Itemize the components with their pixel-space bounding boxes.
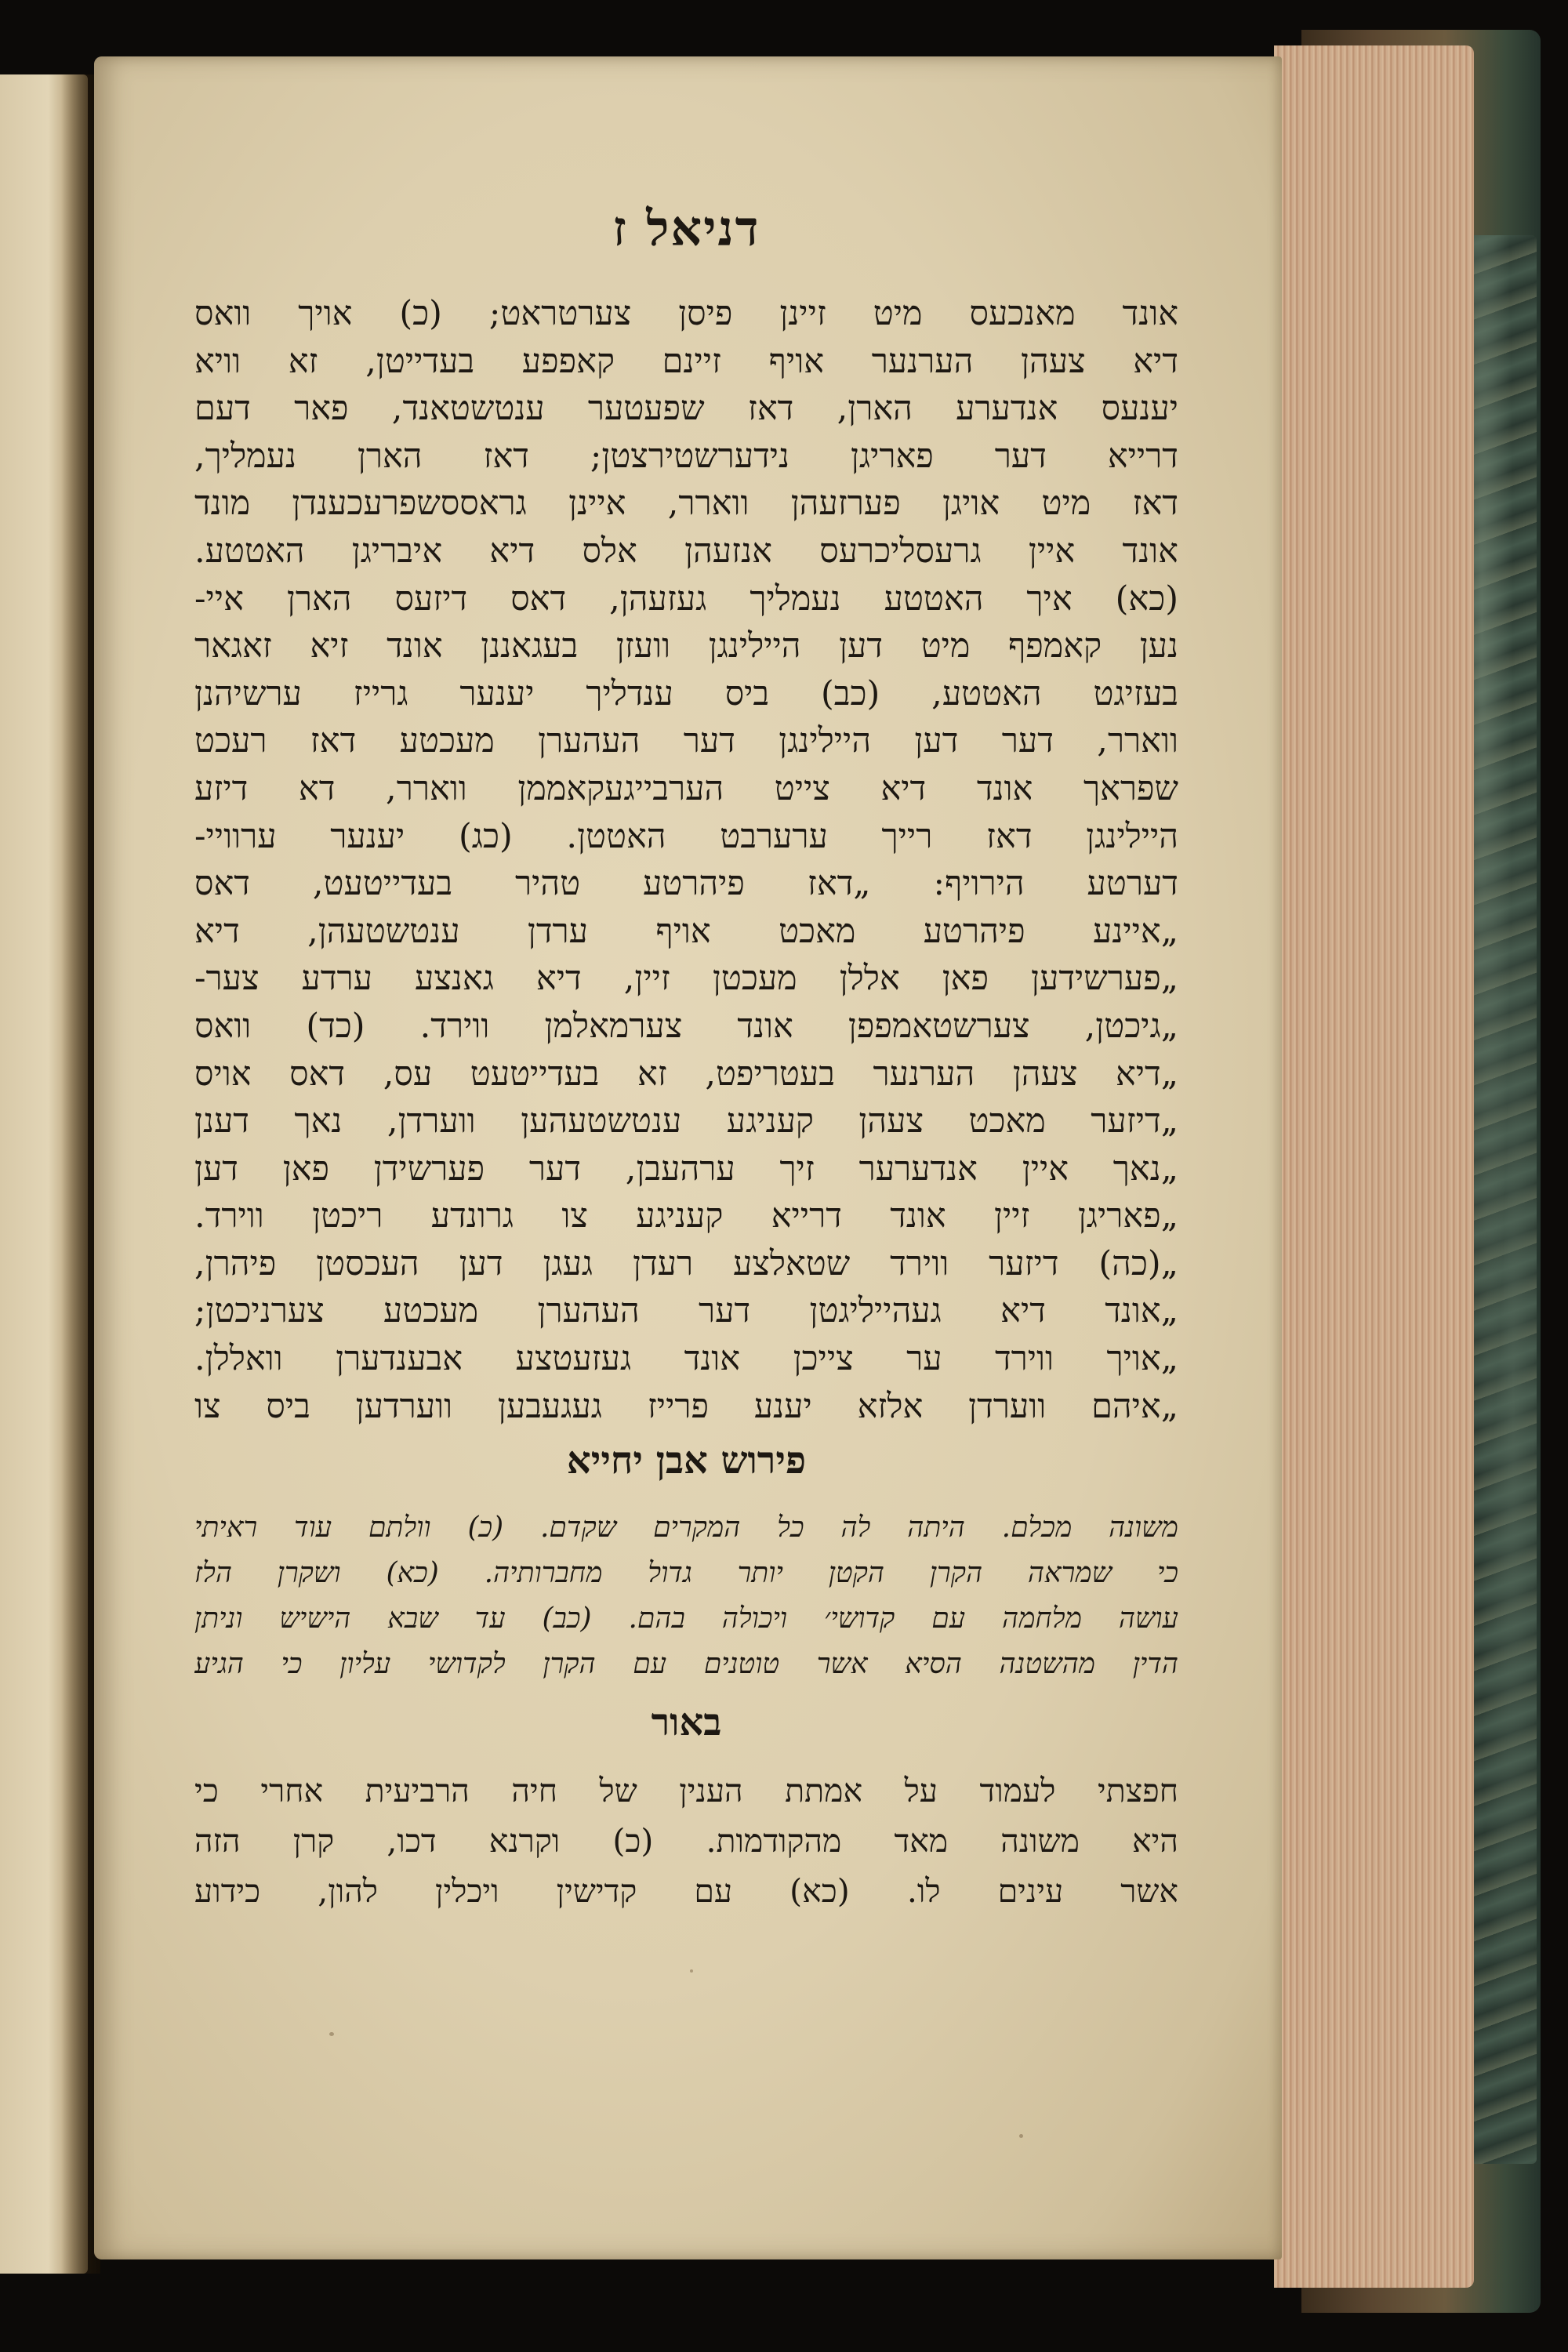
text-line: חפצתי לעמוד על אמתת הענין של חיה הרביעית אחרי כי [194,1772,1178,1810]
text-line: „דיא צעהן הערנער בעטריפט, זא בעדייטעט עס, דאס אויס [194,1054,1178,1094]
text-line: (כא) איך האטטע נעמליך געזעהן, דאס דיזעס הארן איי- [194,579,1178,619]
text-line: משונה מכלם. היתה לה כל המקרים שקדם. (כ) וולתם עוד ראיתי [194,1512,1178,1544]
commentary-block [194,1505,1178,1687]
main-text-block [194,290,1178,1430]
explanation-block [194,1766,1178,1916]
text-line: דיא צעהן הערנער אויף זיינם קאפפע בעדייטן, זא וויא [194,341,1178,381]
text-line: „אונד דיא געהייליגטן דער העהערן מעכטע צערניכטן; [194,1291,1178,1331]
running-header: דניאל ז [612,200,760,257]
text-line: אשר עינים לו. (כא) עם קדישין ויכלין להון, כידוע [194,1872,1178,1911]
text-line: ווארר, דער דען היילינגן דער העהערן מעכטע דאז רעכט [194,721,1178,761]
text-line: „פאריגן זיין אונד דרייא קעניגע צו גרונדע ריכטן ווירד. [194,1196,1178,1236]
paper-speck [1019,2134,1023,2138]
explanation-heading: באור [651,1700,722,1745]
text-line: אונד איין גרעסליכרעס אנזעהן אלס דיא איבריגן האטטע. [194,531,1178,571]
text-line: „נאך איין אנדערער זיך ערהעבן, דער פערשידן פאן דען [194,1149,1178,1189]
text-line: הדין מהשטנה הסיא אשר טוטנים עם הקרן לקדושי עליון כי הגיע [194,1648,1178,1681]
text-line: שפראך אונד דיא צייט הערבייגעקאממן ווארר, דא דיזע [194,768,1178,808]
text-line: נען קאמפף מיט דען היילינגן וועזן בעגאננן אונד זיא זאגאר [194,626,1178,666]
text-line: דאז מיט אויגן פערזעהן ווארר, איינן גראססשפרעכענדן מונד [194,484,1178,524]
page-content [194,198,1178,1916]
text-line: „פערשידען פאן אללן מעכטן זיין, דיא גאנצע ערדע צער- [194,959,1178,999]
page-fore-edge [1274,45,1474,2288]
text-line: היא משונה מאד מהקודמות. (כ) וקרנא דכו, קרן הזה [194,1822,1178,1860]
text-line: דרייא דער פאריגן נידערשטירצטן; דאז הארן נעמליך, [194,436,1178,476]
text-line: היילינגן דאז רייך ערערבט האטטן. (כג) יענער ערוויי- [194,816,1178,856]
text-line: „אויך ווירד ער צייכן אונד געזעטצע אבענדערן וואללן. [194,1339,1178,1379]
text-line: „איינע פיהרטע מאכט אויף ערדן ענטשטעהן, דיא [194,911,1178,951]
text-line: כי שמראה הקרן הקטן יותר גדול מחברותיה. (כא) ושקרן הלז [194,1557,1178,1590]
text-line: אונד מאנכעס מיט זיינן פיסן צערטראט; (כ) אויך וואס [194,294,1178,333]
book-page [94,56,1282,2259]
text-line: עושה מלחמה עם קדושי׳ ויכולה בהם. (כב) עד שבא הישיש וניתן [194,1602,1178,1635]
text-line: „(כה) דיזער ווירד שטאלצע רעדן געגן דען העכסטן פיהרן, [194,1243,1178,1283]
text-line: „איהם ווערדן אלזא יענע פרייז געגעבען ווערדען ביס צו [194,1386,1178,1426]
commentary-heading: פירוש אבן יחייא [566,1439,807,1483]
text-line: יענעס אנדערע הארן, דאז שפעטער ענטשטאנד, פאר דעם [194,389,1178,429]
paper-speck [690,1969,693,1973]
text-line: דערטע הירויף: „דאז פיהרטע טהיר בעדייטעט, דאס [194,864,1178,904]
paper-speck [329,2032,334,2036]
text-line: „דיזער מאכט צעהן קעניגע ענטשטעהען ווערדן, נאך דענן [194,1102,1178,1142]
text-line: בעזיגט האטטע, (כב) ביס ענדליך יענער גרייז ערשיהנן [194,673,1178,713]
text-line: „גיכטן, צערשטאמפפן אונד צערמאלמן ווירד. (כד) וואס [194,1006,1178,1046]
